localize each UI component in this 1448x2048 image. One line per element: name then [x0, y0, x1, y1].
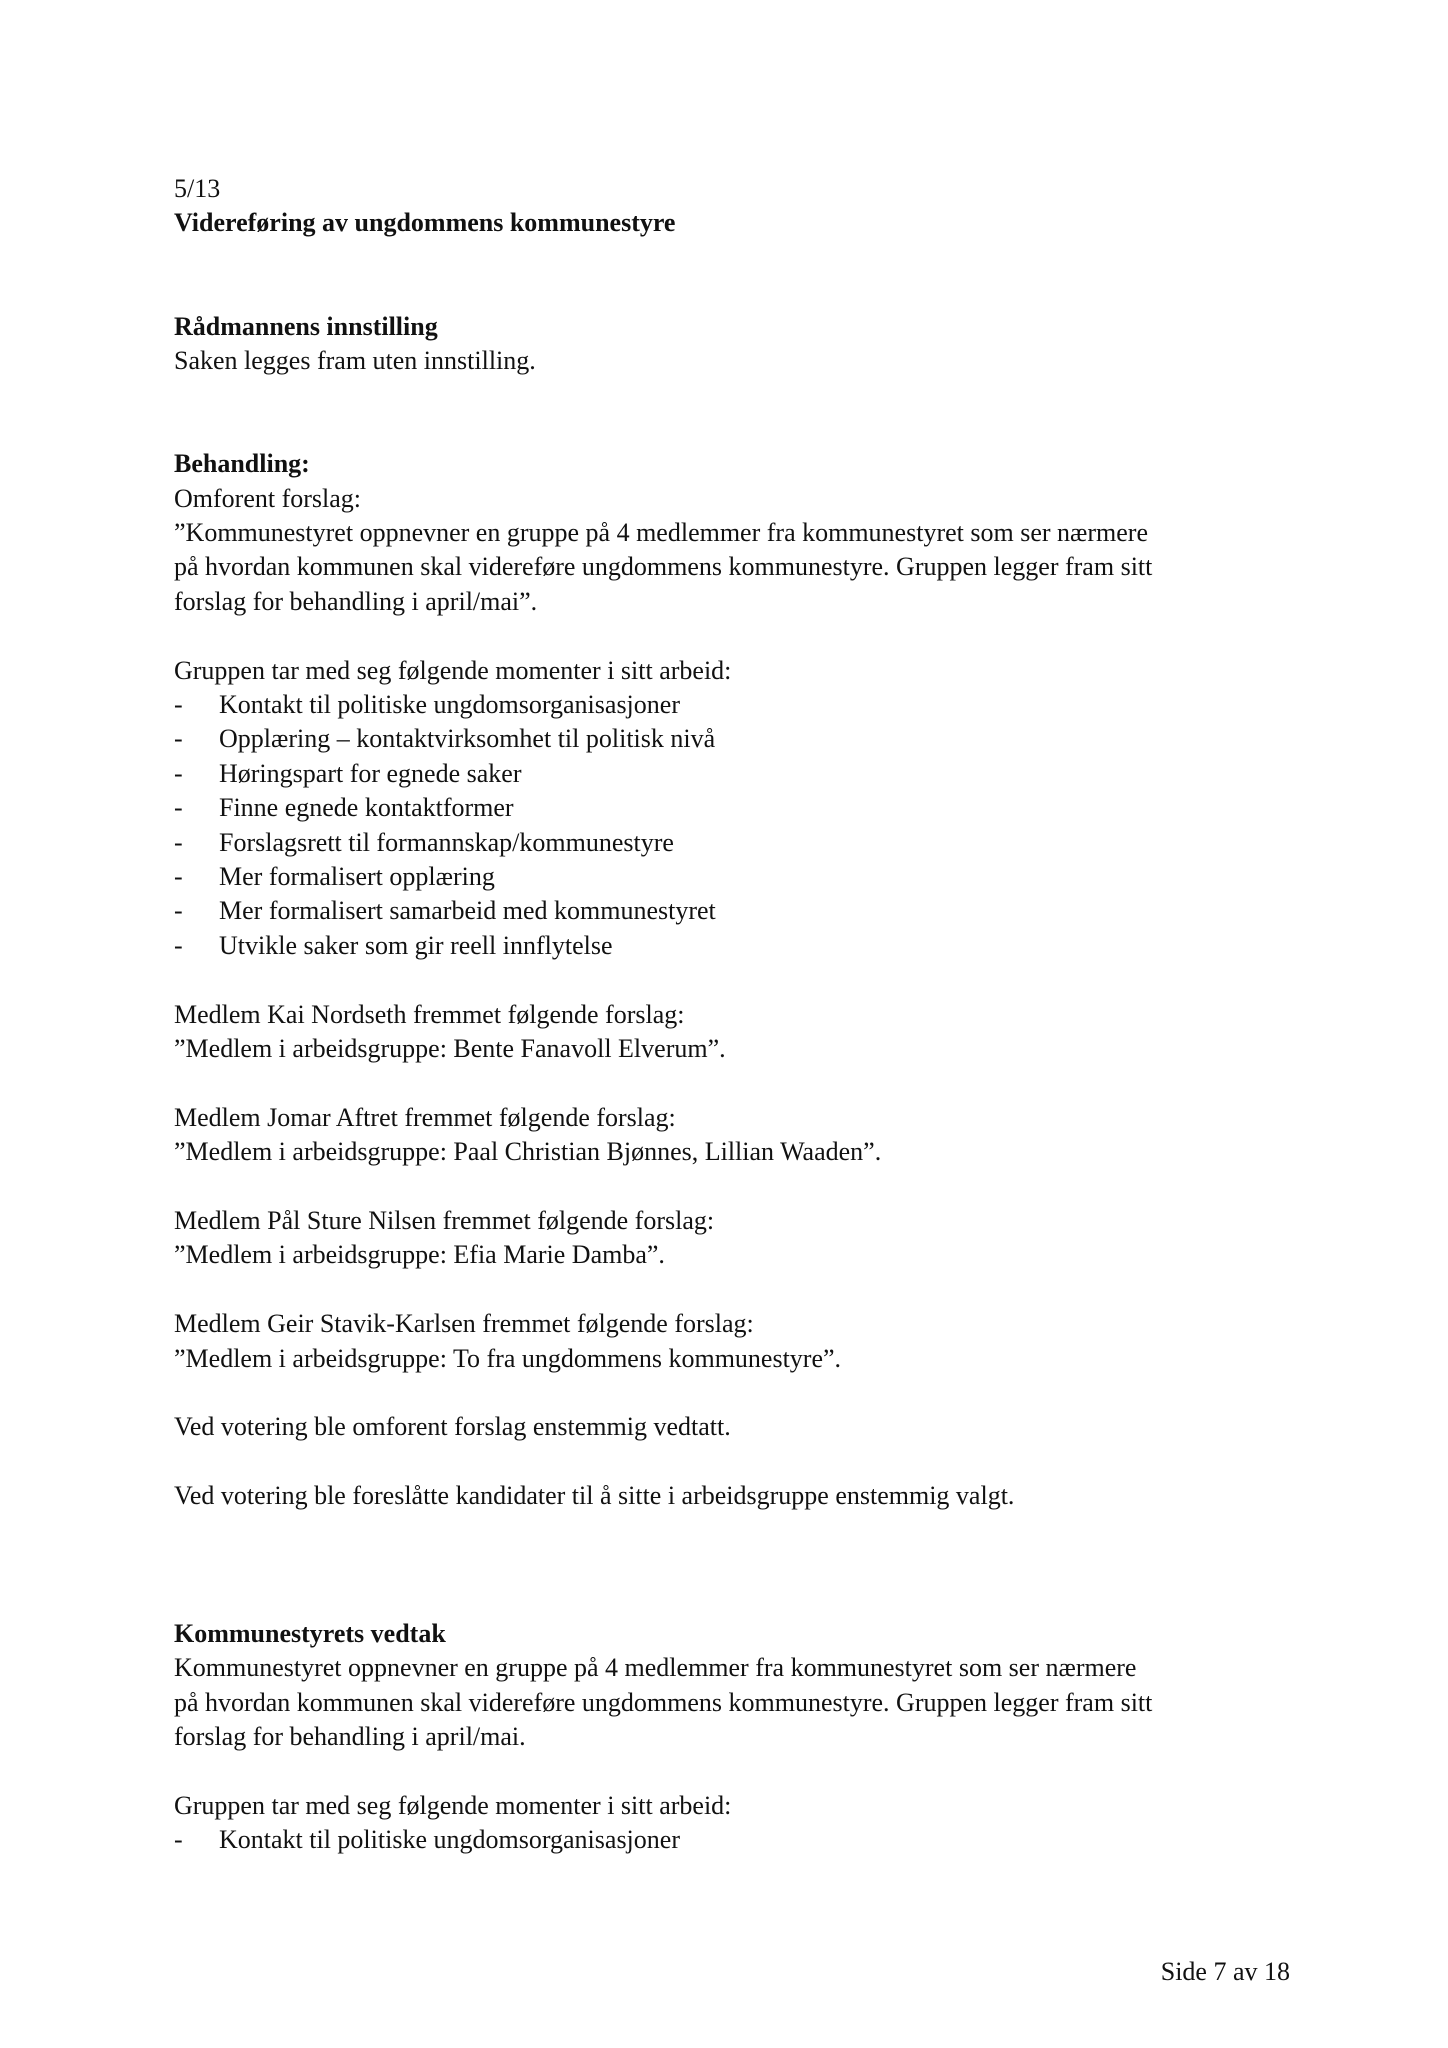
spacer	[174, 1273, 1324, 1307]
list-item-text: Utvikle saker som gir reell innflytelse	[219, 930, 613, 960]
spacer	[174, 241, 1324, 310]
dash-bullet: -	[174, 862, 183, 891]
decision-line: Kommunestyret oppnevner en gruppe på 4 medlemmer fra kommunestyret som ser nærmere	[174, 1653, 1137, 1683]
case-number: 5/13	[174, 174, 221, 203]
decision-line: på hvordan kommunen skal videreføre ungdommens kommunestyre. Gruppen legger fram sitt	[174, 1687, 1153, 1717]
list-item-text: Kontakt til politiske ungdomsorganisasjoner	[219, 1825, 680, 1855]
list-item	[174, 688, 1324, 722]
list-item-text: Forslagsrett til formannskap/kommunestyre	[219, 827, 674, 857]
decision-line: forslag for behandling i april/mai.	[174, 1721, 526, 1751]
list-item-text: Finne egnede kontaktformer	[219, 793, 514, 823]
dash-bullet: -	[174, 793, 183, 823]
list-item	[174, 929, 1324, 963]
member-proposal-text: ”Medlem i arbeidsgruppe: Paal Christian Bjønnes, Lillian Waaden”.	[174, 1137, 882, 1167]
list-item	[174, 1823, 1324, 1857]
list-item	[174, 894, 1324, 928]
proposal-line: på hvordan kommunen skal videreføre ungdommens kommunestyre. Gruppen legger fram sitt	[174, 552, 1153, 582]
decision-heading: Kommunestyrets vedtak	[174, 1618, 446, 1648]
list-item-text: Kontakt til politiske ungdomsorganisasjoner	[219, 690, 680, 720]
proposal-line: ”Kommunestyret oppnevner en gruppe på 4 medlemmer fra kommunestyret som ser nærmere	[174, 518, 1148, 548]
recommendation-text: Saken legges fram uten innstilling.	[174, 346, 536, 376]
spacer	[174, 1514, 1324, 1617]
vote-result: Ved votering ble omforent forslag enstemmig vedtatt.	[174, 1412, 731, 1442]
spacer	[174, 619, 1324, 653]
moments-list	[174, 688, 1324, 963]
proposal-line: forslag for behandling i april/mai”.	[174, 586, 538, 616]
page-number: Side 7 av 18	[1160, 1957, 1290, 1986]
spacer	[174, 1066, 1324, 1100]
decision-moments-intro: Gruppen tar med seg følgende momenter i sitt arbeid:	[174, 1790, 732, 1820]
vote-result: Ved votering ble foreslåtte kandidater til å sitte i arbeidsgruppe enstemmig valgt.	[174, 1481, 1015, 1511]
member-proposal-text: ”Medlem i arbeidsgruppe: Efia Marie Damba”.	[174, 1240, 665, 1270]
treatment-heading: Behandling:	[174, 449, 310, 479]
dash-bullet: -	[174, 1825, 183, 1855]
dash-bullet: -	[174, 690, 183, 720]
member-proposal-text: ”Medlem i arbeidsgruppe: To fra ungdommens kommunestyre”.	[174, 1343, 842, 1373]
spacer	[174, 1445, 1324, 1479]
list-item	[174, 791, 1324, 825]
list-item	[174, 860, 1324, 894]
case-title: Videreføring av ungdommens kommunestyre	[174, 208, 676, 238]
moments-intro: Gruppen tar med seg følgende momenter i sitt arbeid:	[174, 655, 732, 685]
spacer	[174, 963, 1324, 997]
member-proposal-intro: Medlem Kai Nordseth fremmet følgende forslag:	[174, 999, 685, 1029]
list-item-text: Høringspart for egnede saker	[219, 758, 522, 788]
list-item-text: Opplæring – kontaktvirksomhet til politisk nivå	[219, 724, 716, 754]
spacer	[174, 1170, 1324, 1204]
member-proposal-text: ”Medlem i arbeidsgruppe: Bente Fanavoll Elverum”.	[174, 1033, 726, 1063]
list-item-text: Mer formalisert samarbeid med kommunestyret	[219, 896, 716, 926]
spacer	[174, 378, 1324, 447]
list-item	[174, 826, 1324, 860]
dash-bullet: -	[174, 724, 183, 754]
list-item	[174, 757, 1324, 791]
dash-bullet: -	[174, 758, 183, 788]
dash-bullet: -	[174, 930, 183, 960]
spacer	[174, 1754, 1324, 1788]
dash-bullet: -	[174, 827, 183, 857]
dash-bullet: -	[174, 896, 183, 926]
member-proposal-intro: Medlem Jomar Aftret fremmet følgende forslag:	[174, 1102, 676, 1132]
member-proposal-intro: Medlem Geir Stavik-Karlsen fremmet følgende forslag:	[174, 1309, 754, 1339]
treatment-intro: Omforent forslag:	[174, 483, 362, 513]
decision-moments-list	[174, 1823, 1324, 1857]
member-proposal-intro: Medlem Pål Sture Nilsen fremmet følgende forslag:	[174, 1205, 715, 1235]
spacer	[174, 1376, 1324, 1410]
list-item-text: Mer formalisert opplæring	[219, 862, 495, 891]
list-item	[174, 722, 1324, 756]
recommendation-heading: Rådmannens innstilling	[174, 311, 438, 341]
page-content	[174, 172, 1324, 1858]
